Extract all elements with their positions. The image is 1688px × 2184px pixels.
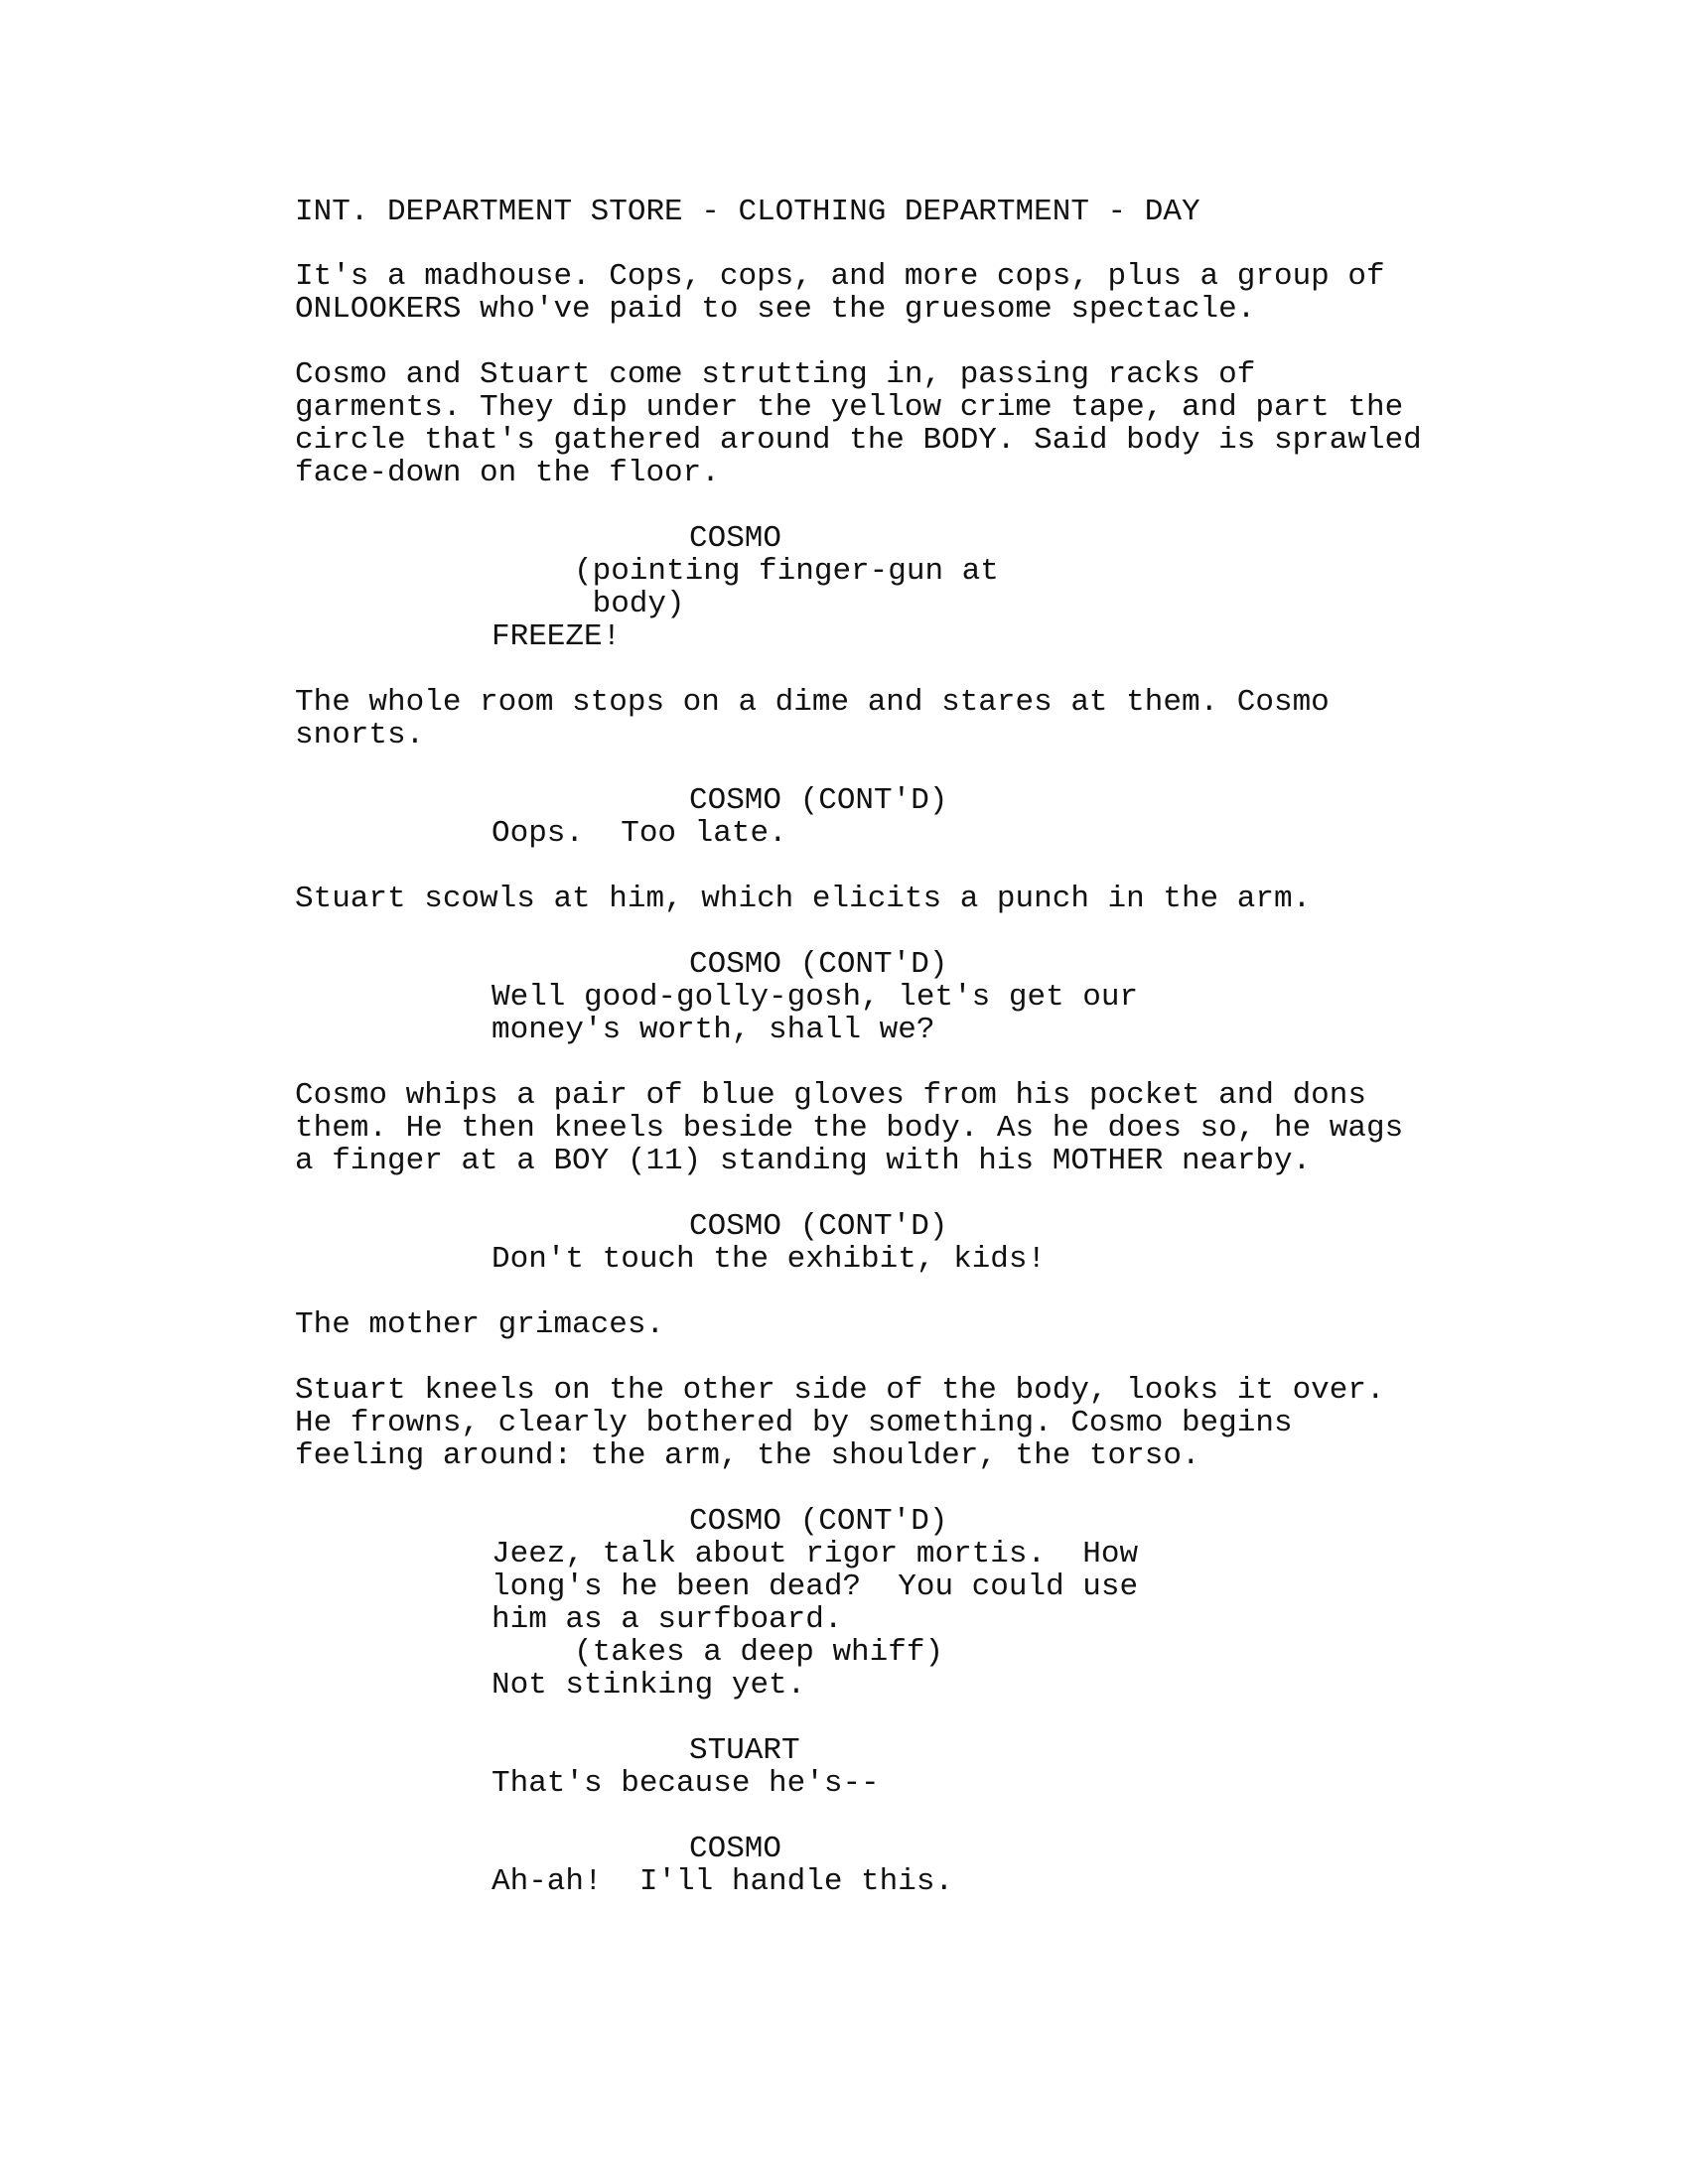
action-line: It's a madhouse. Cops, cops, and more cops, plus a group of xyxy=(295,259,1385,294)
dialogue-line: him as a surfboard. xyxy=(492,1602,843,1637)
dialogue-line: Oops. Too late. xyxy=(492,816,787,851)
character-name: COSMO xyxy=(689,521,782,556)
dialogue-line: Ah-ah! I'll handle this. xyxy=(492,1864,954,1899)
parenthetical: body) xyxy=(574,587,685,621)
action-line: snorts. xyxy=(295,718,425,752)
dialogue-line: Don't touch the exhibit, kids! xyxy=(492,1242,1047,1277)
action-line: Cosmo and Stuart come strutting in, passing racks of xyxy=(295,357,1256,392)
dialogue-line: Jeez, talk about rigor mortis. How xyxy=(492,1537,1139,1571)
action-line: circle that's gathered around the BODY. Said body is sprawled xyxy=(295,423,1422,458)
action-line: them. He then kneels beside the body. As he does so, he wags xyxy=(295,1111,1404,1146)
action-line: face-down on the floor. xyxy=(295,456,720,490)
action-line: Cosmo whips a pair of blue gloves from his pocket and dons xyxy=(295,1078,1366,1113)
action-line: ONLOOKERS who've paid to see the gruesome spectacle. xyxy=(295,292,1256,327)
dialogue-line: Well good-golly-gosh, let's get our xyxy=(492,980,1139,1015)
character-name: COSMO (CONT'D) xyxy=(689,1504,948,1539)
action-line: feeling around: the arm, the shoulder, the torso. xyxy=(295,1438,1200,1473)
dialogue-line: Not stinking yet. xyxy=(492,1668,806,1703)
character-name: COSMO (CONT'D) xyxy=(689,947,948,982)
action-line: Stuart kneels on the other side of the body, looks it over. xyxy=(295,1373,1385,1408)
action-line: garments. They dip under the yellow crime tape, and part the xyxy=(295,390,1404,425)
parenthetical: (takes a deep whiff) xyxy=(574,1635,944,1670)
dialogue-line: long's he been dead? You could use xyxy=(492,1570,1139,1604)
character-name: COSMO (CONT'D) xyxy=(689,1209,948,1244)
character-name: COSMO xyxy=(689,1832,782,1866)
scene-heading: INT. DEPARTMENT STORE - CLOTHING DEPARTMENT - DAY xyxy=(295,195,1200,229)
character-name: COSMO (CONT'D) xyxy=(689,783,948,818)
character-name: STUART xyxy=(689,1733,800,1768)
dialogue-line: money's worth, shall we? xyxy=(492,1013,935,1047)
dialogue-line: That's because he's-- xyxy=(492,1766,880,1801)
action-line: The whole room stops on a dime and stares at them. Cosmo xyxy=(295,685,1330,720)
action-line: The mother grimaces. xyxy=(295,1307,665,1342)
action-line: Stuart scowls at him, which elicits a punch in the arm. xyxy=(295,882,1312,916)
dialogue-line: FREEZE! xyxy=(492,619,622,654)
action-line: He frowns, clearly bothered by something. Cosmo begins xyxy=(295,1406,1293,1440)
parenthetical: (pointing finger-gun at xyxy=(574,554,999,589)
action-line: a finger at a BOY (11) standing with his MOTHER nearby. xyxy=(295,1144,1312,1178)
